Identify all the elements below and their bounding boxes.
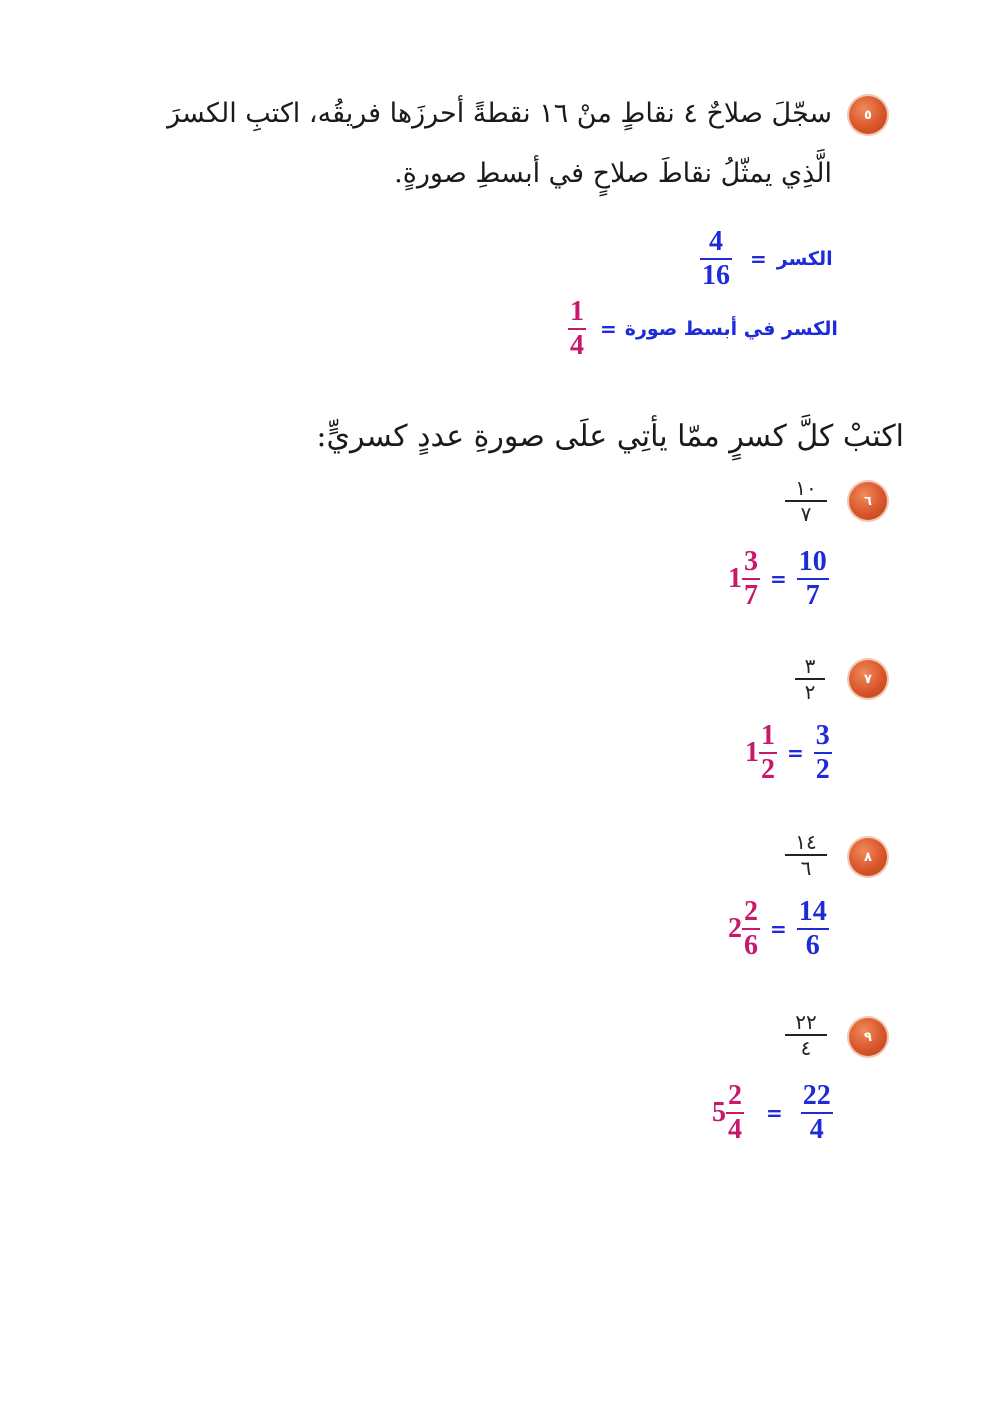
fraction-numerator: 2 [744, 896, 758, 927]
question-9-badge: ٩ [849, 1018, 887, 1056]
question-6-answer [728, 548, 829, 610]
fraction-numerator: 10 [798, 546, 827, 577]
fraction-numerator: 22 [802, 1080, 831, 1111]
equals-sign: = [770, 567, 787, 591]
fraction-denominator: 2 [761, 754, 775, 785]
instruction-text: اكتبْ كلَّ كسرٍ ممّا يأتِي علَى صورةِ عددٍ كسريٍّ: [316, 419, 904, 454]
question-8-badge: ٨ [849, 838, 887, 876]
fraction-denominator: ٢ [804, 679, 816, 704]
fraction-numerator: 14 [798, 896, 827, 927]
question-9-answer [712, 1082, 833, 1144]
question-7-answer [745, 722, 832, 784]
question-5-line-1: سجّلَ صلاحٌ ٤ نقاطٍ منْ ١٦ نقطةً أحرزَها فريقُه، اكتبِ الكسرَ [167, 98, 832, 129]
question-8-fraction [785, 832, 827, 878]
fraction-denominator: 4 [809, 1114, 824, 1145]
equals-sign: = [787, 741, 804, 765]
answer-fraction-value [700, 228, 732, 290]
question-5-text [132, 84, 832, 204]
question-5-line-2: الَّذِي يمثّلُ نقاطَ صلاحٍ في أبسطِ صورةٍ. [394, 158, 832, 189]
answer-simplest-form [568, 298, 838, 360]
fraction-numerator: 1 [761, 720, 775, 751]
question-7-fraction [795, 656, 825, 702]
fraction-numerator: ١٤ [795, 830, 817, 854]
fraction-numerator: ٣ [804, 654, 816, 678]
fraction-numerator: 4 [709, 226, 723, 257]
simplest-fraction-value [568, 298, 586, 360]
fraction-denominator: 7 [805, 580, 820, 611]
question-9-fraction [785, 1012, 827, 1058]
fraction-numerator: ١٠ [795, 476, 817, 500]
fraction-denominator: 6 [805, 930, 820, 961]
mixed-fraction [759, 722, 777, 784]
question-8-answer [728, 898, 829, 960]
question-5-badge: ٥ [849, 96, 887, 134]
mixed-fraction [742, 898, 760, 960]
fraction-denominator: 7 [744, 580, 758, 611]
equals-sign: = [770, 917, 787, 941]
improper-fraction [797, 898, 829, 960]
mixed-fraction [726, 1082, 744, 1144]
equals-sign: = [600, 317, 617, 341]
fraction-numerator: 2 [728, 1080, 742, 1111]
improper-fraction [797, 548, 829, 610]
question-7-badge: ٧ [849, 660, 887, 698]
mixed-whole: 2 [728, 913, 742, 944]
fraction-denominator: 16 [702, 260, 730, 291]
mixed-whole: 1 [728, 563, 742, 594]
fraction-denominator: ٤ [800, 1035, 812, 1060]
mixed-whole: 1 [745, 737, 759, 768]
equals-sign: = [766, 1101, 783, 1125]
mixed-fraction [742, 548, 760, 610]
fraction-denominator: 6 [744, 930, 758, 961]
answer-fraction-label: الكسر [776, 248, 833, 270]
improper-fraction [801, 1082, 833, 1144]
equals-sign: = [750, 247, 767, 271]
mixed-whole: 5 [712, 1097, 726, 1128]
improper-fraction [814, 722, 832, 784]
question-6-badge: ٦ [849, 482, 887, 520]
fraction-denominator: ٧ [800, 501, 812, 526]
fraction-denominator: 2 [815, 754, 830, 785]
fraction-numerator: 3 [744, 546, 758, 577]
answer-fraction [700, 228, 833, 290]
answer-simplest-label: الكسر في أبسط صورة [624, 318, 838, 340]
fraction-numerator: 1 [570, 296, 584, 327]
question-6-fraction [785, 478, 827, 524]
fraction-denominator: 4 [728, 1114, 742, 1145]
fraction-denominator: ٦ [800, 855, 812, 880]
fraction-denominator: 4 [570, 330, 584, 361]
fraction-numerator: ٢٢ [795, 1010, 817, 1034]
fraction-numerator: 3 [815, 720, 830, 751]
